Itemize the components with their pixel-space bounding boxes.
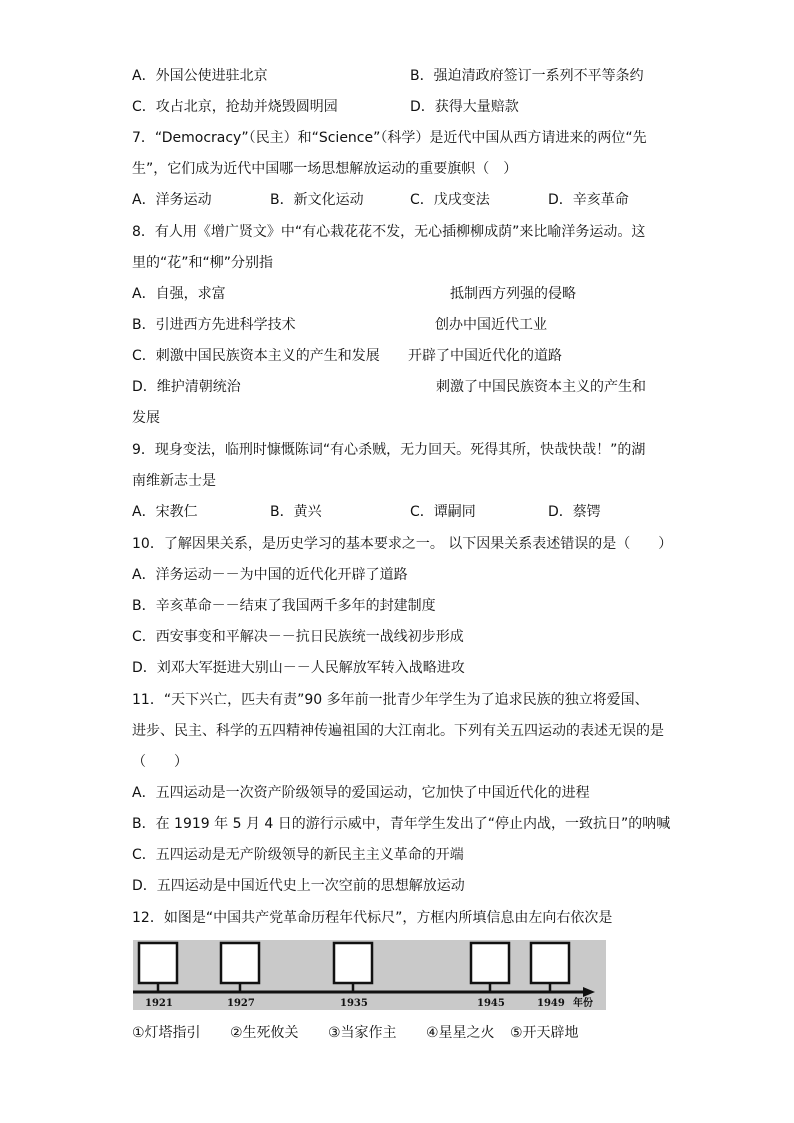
q6-option-a: A．外国公使进驻北京 [132, 68, 268, 84]
q7-stem-line2: 生”，它们成为近代中国哪一场思想解放运动的重要旗帜（ ） [132, 161, 518, 177]
q8-stem-line1: 8．有人用《增广贤文》中“有心栽花花不发，无心插柳柳成荫”来比喻洋务运动。这 [132, 224, 646, 240]
q11-stem-line3: （ ） [132, 754, 188, 770]
q12-choice-4: ④星星之火 [426, 1025, 495, 1041]
q8-option-b-left: B．引进西方先进科学技术 [132, 317, 296, 333]
q8-option-a-right: 抵制西方列强的侵略 [450, 286, 576, 302]
timeline-box-1945 [471, 943, 509, 983]
timeline-year-1935: 1935 [340, 998, 368, 1009]
q8-option-a-left: A．自强，求富 [132, 286, 226, 302]
timeline-box-1935 [334, 943, 372, 983]
q12-choice-2: ②生死攸关 [230, 1025, 299, 1041]
q10-option-b: B．辛亥革命－－结束了我国两千多年的封建制度 [132, 598, 436, 614]
q8-option-b-right: 创办中国近代工业 [435, 317, 547, 333]
q7-stem-line1: 7．“Democracy”（民主）和“Science”（科学）是近代中国从西方请进来的两位“先 [132, 130, 647, 146]
q7-option-d: D．辛亥革命 [548, 192, 629, 208]
q7-option-c: C．戊戌变法 [410, 192, 490, 208]
q9-stem-line2: 南维新志士是 [132, 473, 216, 489]
q8-option-c-right: 开辟了中国近代化的道路 [408, 348, 562, 364]
timeline-box-1927 [221, 943, 259, 983]
q6-option-b: B．强迫清政府签订一系列不平等条约 [410, 68, 644, 84]
q8-option-d-right: 刺激了中国民族资本主义的产生和 [436, 379, 646, 395]
q7-option-b: B．新文化运动 [270, 192, 364, 208]
q9-stem-line1: 9．现身变法，临刑时慷慨陈词“有心杀贼，无力回天。死得其所，快哉快哉！”的湖 [132, 442, 646, 458]
timeline-year-1927: 1927 [227, 998, 255, 1009]
q10-option-d: D．刘邓大军挺进大别山－－人民解放军转入战略进攻 [132, 660, 465, 676]
q9-option-b: B．黄兴 [270, 504, 322, 520]
q9-option-d: D．蔡锷 [548, 504, 601, 520]
q8-option-c-left: C．刺激中国民族资本主义的产生和发展 [132, 348, 380, 364]
q12-choice-1: ①灯塔指引 [132, 1025, 201, 1041]
q11-option-a: A．五四运动是一次资产阶级领导的爱国运动，它加快了中国近代化的进程 [132, 785, 590, 801]
q11-option-b: B．在 1919 年 5 月 4 日的游行示威中，青年学生发出了“停止内战，一致抗日”的呐喊 [132, 816, 671, 832]
q11-option-c: C．五四运动是无产阶级领导的新民主主义革命的开端 [132, 847, 464, 863]
q10-option-a: A．洋务运动－－为中国的近代化开辟了道路 [132, 567, 408, 583]
q6-option-d: D．获得大量赔款 [410, 99, 519, 115]
q6-option-c: C．攻占北京，抢劫并烧毁圆明园 [132, 99, 338, 115]
q7-option-a: A．洋务运动 [132, 192, 212, 208]
q11-stem-line2: 进步、民主、科学的五四精神传遍祖国的大江南北。下列有关五四运动的表述无误的是 [132, 723, 664, 739]
timeline-svg [133, 940, 606, 1010]
timeline-axis-label: 年份 [573, 998, 593, 1009]
q11-stem-line1: 11．“天下兴亡，匹夫有责”90 多年前一批青少年学生为了追求民族的独立将爱国、 [132, 692, 649, 708]
q11-option-d: D．五四运动是中国近代史上一次空前的思想解放运动 [132, 878, 465, 894]
timeline-year-1945: 1945 [477, 998, 505, 1009]
timeline-box-1921 [139, 943, 177, 983]
timeline-figure [133, 940, 606, 1010]
q10-option-c: C．西安事变和平解决－－抗日民族统一战线初步形成 [132, 629, 464, 645]
q8-option-d-wrap: 发展 [132, 410, 160, 426]
q8-stem-line2: 里的“花”和“柳”分别指 [132, 255, 274, 271]
q10-stem: 10．了解因果关系，是历史学习的基本要求之一。 以下因果关系表述错误的是（ ） [132, 536, 673, 552]
timeline-arrow-icon [583, 987, 595, 997]
timeline-year-1921: 1921 [145, 998, 173, 1009]
timeline-box-1949 [531, 943, 569, 983]
q12-choice-3: ③当家作主 [328, 1025, 397, 1041]
timeline-year-1949: 1949 [537, 998, 565, 1009]
q8-option-d-left: D．维护清朝统治 [132, 379, 241, 395]
q9-option-a: A．宋教仁 [132, 504, 198, 520]
q9-option-c: C．谭嗣同 [410, 504, 476, 520]
q12-choice-5: ⑤开天辟地 [510, 1025, 579, 1041]
q12-stem: 12．如图是“中国共产党革命历程年代标尺”，方框内所填信息由左向右依次是 [132, 910, 613, 926]
